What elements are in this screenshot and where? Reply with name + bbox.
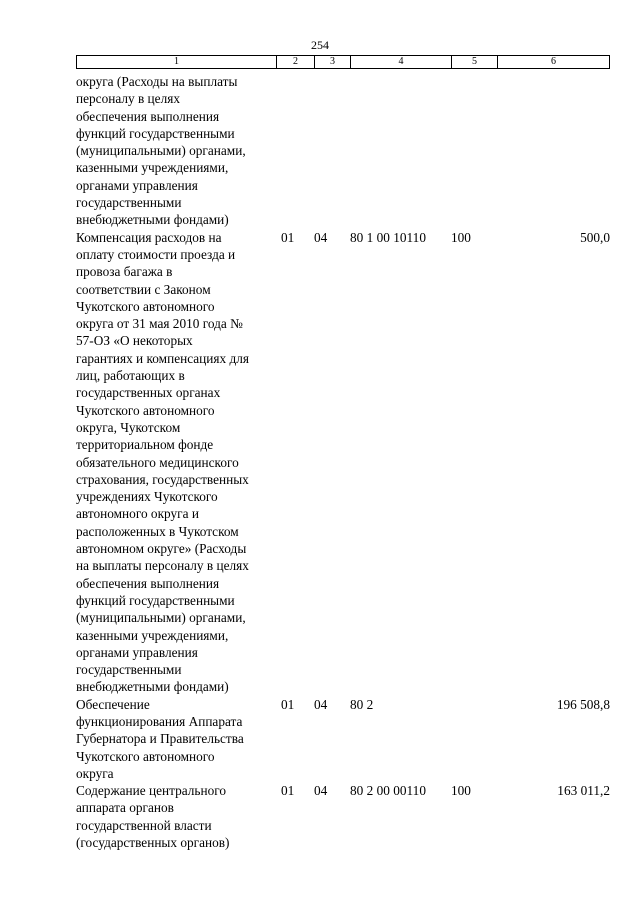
row-expense-type: 100 bbox=[451, 783, 471, 799]
table-body bbox=[76, 73, 610, 851]
row-section bbox=[276, 73, 314, 229]
row-amount: 500,0 bbox=[580, 229, 610, 245]
table-row bbox=[76, 73, 610, 229]
table-row bbox=[76, 696, 610, 782]
row-amount: 196 508,8 bbox=[556, 696, 610, 712]
header-col-4: 4 bbox=[351, 56, 452, 68]
header-col-6: 6 bbox=[551, 56, 556, 67]
row-target-code bbox=[350, 73, 451, 229]
row-section: 01 bbox=[281, 783, 295, 799]
row-name: Содержание центрального аппарата органов государственной власти (государственных органов) bbox=[76, 783, 230, 851]
row-expense-type bbox=[451, 73, 497, 229]
row-subsection: 04 bbox=[314, 783, 328, 799]
page-number: 254 bbox=[311, 38, 329, 52]
row-section: 01 bbox=[281, 696, 295, 712]
header-col-1: 1 bbox=[77, 56, 277, 68]
table-row bbox=[76, 782, 610, 851]
row-expense-type bbox=[451, 696, 497, 782]
row-expense-type: 100 bbox=[451, 229, 471, 245]
row-subsection bbox=[314, 73, 350, 229]
row-subsection: 04 bbox=[314, 229, 328, 245]
row-name: Обеспечение функционирования Аппарата Губернатора и Правительства Чукотского автономного округа bbox=[76, 696, 244, 781]
table-header bbox=[76, 55, 610, 69]
row-name: округа (Расходы на выплаты персоналу в целях обеспечения выполнения функций государственными (муниципальными) органами, казенными учреждениями, органами управления государственными внебюджетными фондами) bbox=[76, 74, 246, 228]
row-name: Компенсация расходов на оплату стоимости проезда и провоза багажа в соответствии с Законом Чукотского автономного округа от 31 мая 2010 года № 57-ОЗ «О некоторых гарантиях и компенсациях для лиц, работающих в государственных органах Чукотского автономного округа, Чукотском территориальном фонде обязательного медицинского страхования, государственных учреждениях Чукотского автономного округа и расположенных в Чукотском автономном округе» (Расходы на выплаты персоналу в целях обеспечения выполнения функций государственными (муниципальными) органами, казенными учреждениями, органами управления государственными внебюджетными фондами) bbox=[76, 229, 250, 695]
table-row bbox=[76, 229, 610, 696]
header-col-5: 5 bbox=[452, 56, 498, 68]
row-target-code: 80 1 00 10110 bbox=[350, 229, 426, 245]
row-amount bbox=[497, 73, 610, 229]
row-section: 01 bbox=[281, 229, 295, 245]
row-amount: 163 011,2 bbox=[557, 783, 610, 799]
header-col-2: 2 bbox=[277, 56, 315, 68]
row-target-code: 80 2 00 00110 bbox=[350, 783, 426, 799]
row-target-code: 80 2 bbox=[350, 696, 374, 712]
row-subsection: 04 bbox=[314, 696, 328, 712]
header-col-3: 3 bbox=[315, 56, 351, 68]
